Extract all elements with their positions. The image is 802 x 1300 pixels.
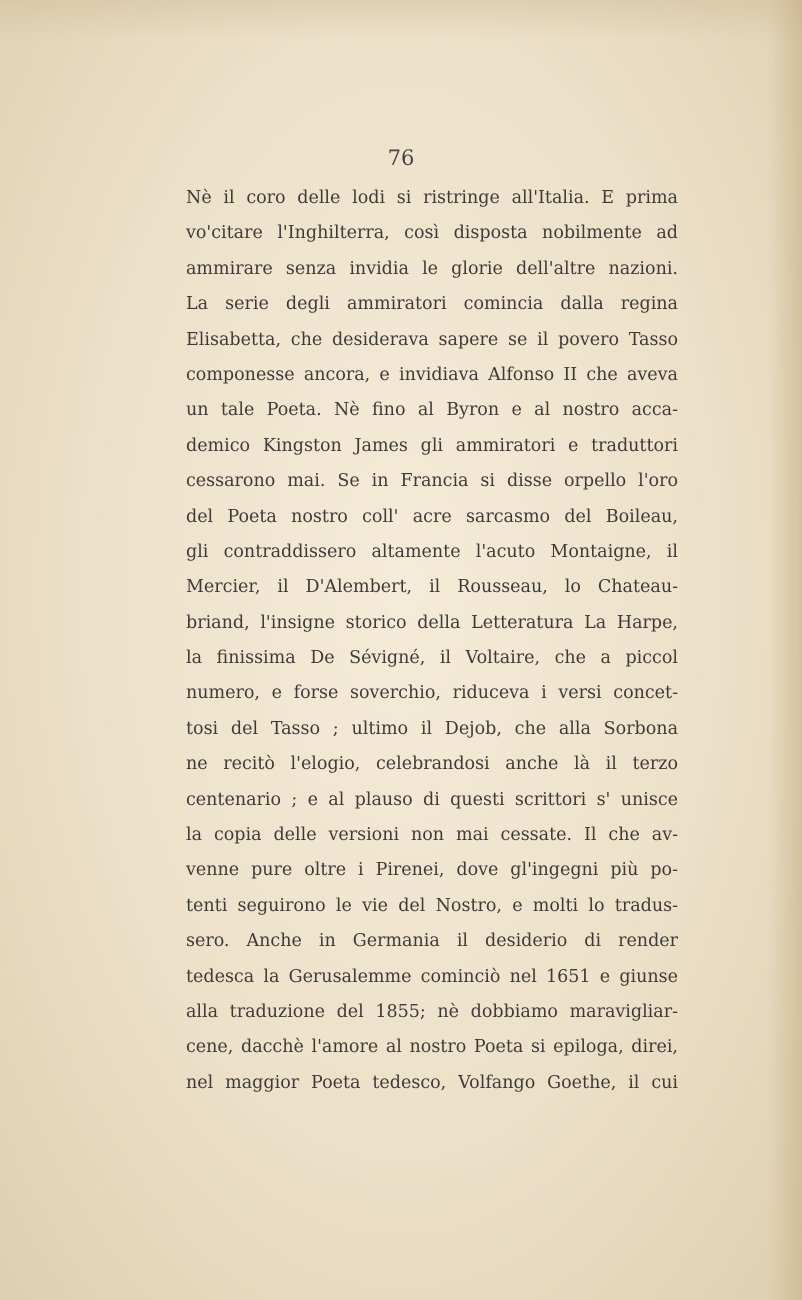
text-line: demico Kingston James gli ammiratori e traduttori [186, 435, 678, 456]
page-edge-shadow [768, 0, 802, 1300]
text-line: briand, l'insigne storico della Letteratura La Harpe, [186, 612, 678, 633]
text-line: nel maggior Poeta tedesco, Volfango Goethe, il cui [186, 1072, 678, 1093]
page-top-shadow [0, 0, 802, 40]
text-line: cessarono mai. Se in Francia si disse orpello l'oro [186, 471, 678, 492]
text-line: Nè il coro delle lodi si ristringe all'Italia. E prima [186, 188, 678, 208]
text-line: tedesca la Gerusalemme cominciò nel 1651 e giunse [186, 966, 678, 987]
text-line: la copia delle versioni non mai cessate. Il che av- [186, 825, 678, 846]
text-line: tosi del Tasso ; ultimo il Dejob, che alla Sorbona [186, 718, 678, 739]
page-number: 76 [387, 146, 415, 170]
text-line: alla traduzione del 1855; nè dobbiamo maravigliar- [186, 1001, 678, 1022]
text-line: gli contraddissero altamente l'acuto Montaigne, il [186, 541, 678, 562]
text-line: Mercier, il D'Alembert, il Rousseau, lo Chateau- [186, 577, 678, 598]
text-line: del Poeta nostro coll' acre sarcasmo del Boileau, [186, 506, 678, 527]
text-line: numero, e forse soverchio, riduceva i versi concet- [186, 683, 678, 704]
body-text [186, 181, 678, 1101]
text-line: La serie degli ammiratori comincia dalla regina [186, 294, 678, 315]
text-line: centenario ; e al plauso di questi scrittori s' unisce [186, 789, 678, 810]
text-line: vo'citare l'Inghilterra, così disposta nobilmente ad [186, 223, 678, 244]
text-line: tenti seguirono le vie del Nostro, e molti lo tradus- [186, 895, 678, 916]
text-line: ammirare senza invidia le glorie dell'altre nazioni. [186, 258, 678, 279]
text-line: componesse ancora, e invidiava Alfonso II che aveva [186, 364, 678, 385]
text-line: la finissima De Sévigné, il Voltaire, che a piccol [186, 648, 678, 669]
text-line: venne pure oltre i Pirenei, dove gl'ingegni più po- [186, 860, 678, 881]
text-line: sero. Anche in Germania il desiderio di render [186, 931, 678, 952]
text-line: ne recitò l'elogio, celebrandosi anche là il terzo [186, 754, 678, 775]
text-line: Elisabetta, che desiderava sapere se il povero Tasso [186, 329, 678, 350]
text-line: cene, dacchè l'amore al nostro Poeta si epiloga, direi, [186, 1037, 678, 1058]
text-line: un tale Poeta. Nè fino al Byron e al nostro acca- [186, 400, 678, 421]
